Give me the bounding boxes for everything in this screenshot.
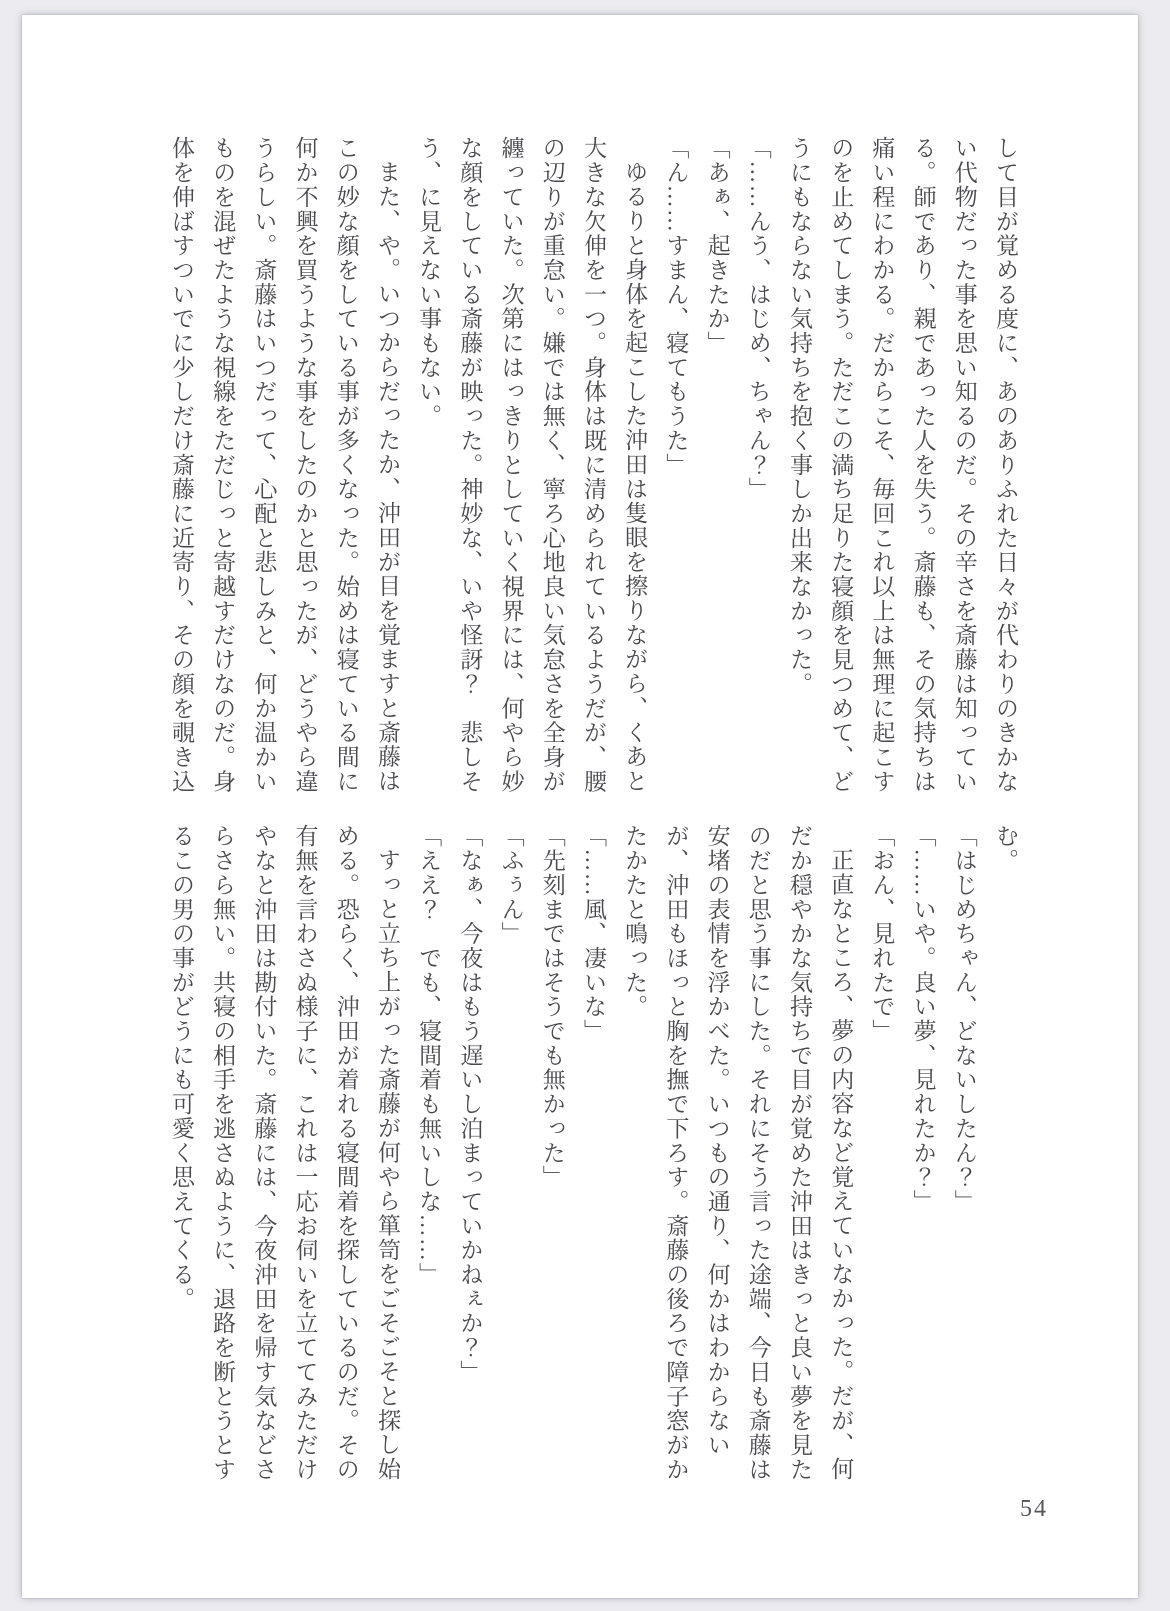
paragraph: して目が覚める度に、あのありふれた日々が代わりのきかない代物だった事を思い知るのだ。その辛さを斎藤は知っている。師であり、親であった人を失う。斎藤も、その気持ちは痛い程にわかる。だからこそ、毎回これ以上は無理に起こすのを止めてしまう。ただこの満ち足りた寝顔を見つめて、どうにもならない気持ちを抱く事しか出来なかった。 bbox=[786, 136, 1018, 794]
paragraph-dialogue: 「ええ？ でも、寝間着も無いしな……」 bbox=[416, 824, 442, 1287]
paragraph-dialogue: 「なぁ、今夜はもう遅いし泊まっていかねぇか？」 bbox=[457, 824, 483, 1385]
paragraph-dialogue: 「おん、見れたで」 bbox=[869, 824, 895, 1044]
text-block-lower bbox=[161, 824, 1026, 1486]
paragraph: む。 bbox=[993, 824, 1018, 873]
paragraph-dialogue: 「ん……すまん、寝てもうた」 bbox=[663, 136, 689, 477]
document-page bbox=[22, 15, 1138, 1598]
paragraph: ゆるりと身体を起こした沖田は隻眼を擦りながら、くあと大きな欠伸を一つ。身体は既に清められているようだが、腰の辺りが重怠い。嫌では無く、寧ろ心地良い気怠さを全身が纏っていた。次第にはっきりとしていく視界には、何やら妙な顔をしている斎藤が映った。神妙な、いや怪訝？ 悲しそう、に見えない事もない。 bbox=[416, 136, 648, 794]
paragraph-dialogue: 「……んう、はじめ、ちゃん？」 bbox=[745, 136, 771, 502]
paragraph-dialogue: 「……風、凄いな」 bbox=[580, 824, 606, 1044]
paragraph: すっと立ち上がった斎藤が何やら箪笥をごそごそと探し始める。恐らく、沖田が着れる寝間着を探しているのだ。その有無を言わさぬ様子に、これは一応お伺いを立ててみただけやなと沖田は勘付いた。斎藤には、今夜沖田を帰す気などさらさら無い。共寝の相手を逃さぬように、退路を断とうとするこの男の事がどうにも可愛く思えてくる。 bbox=[168, 824, 400, 1482]
paragraph: 正直なところ、夢の内容など覚えていなかった。だが、何だか穏やかな気持ちで目が覚めた沖田はきっと良い夢を見たのだと思う事にした。それにそう言った途端、今日も斎藤は安堵の表情を浮かべた。いつもの通り、何かはわからないが、沖田もほっと胸を撫で下ろす。斎藤の後ろで障子窓がかたかたと鳴った。 bbox=[622, 824, 854, 1482]
paragraph-dialogue: 「はじめちゃん、どないしたん？」 bbox=[951, 824, 977, 1214]
paragraph-dialogue: 「……いや。良い夢、見れたか？」 bbox=[910, 824, 936, 1214]
paragraph-dialogue: 「先刻まではそうでも無かった」 bbox=[539, 824, 565, 1190]
paragraph: また、や。いつからだったか、沖田が目を覚ますと斎藤はこの妙な顔をしている事が多くなった。始めは寝ている間に何か不興を買うような事をしたのかと思ったが、どうやら違うらしい。斎藤はいつだって、心配と悲しみと、何か温かいものを混ぜたような視線をただじっと寄越すだけなのだ。身体を伸ばすついでに少しだけ斎藤に近寄り、その顔を覗き込 bbox=[168, 136, 400, 794]
page-number: 54 bbox=[1020, 1496, 1048, 1522]
text-block-upper bbox=[161, 136, 1026, 798]
paragraph-dialogue: 「あぁ、起きたか」 bbox=[704, 136, 730, 356]
paragraph-dialogue: 「ふぅん」 bbox=[498, 824, 524, 946]
